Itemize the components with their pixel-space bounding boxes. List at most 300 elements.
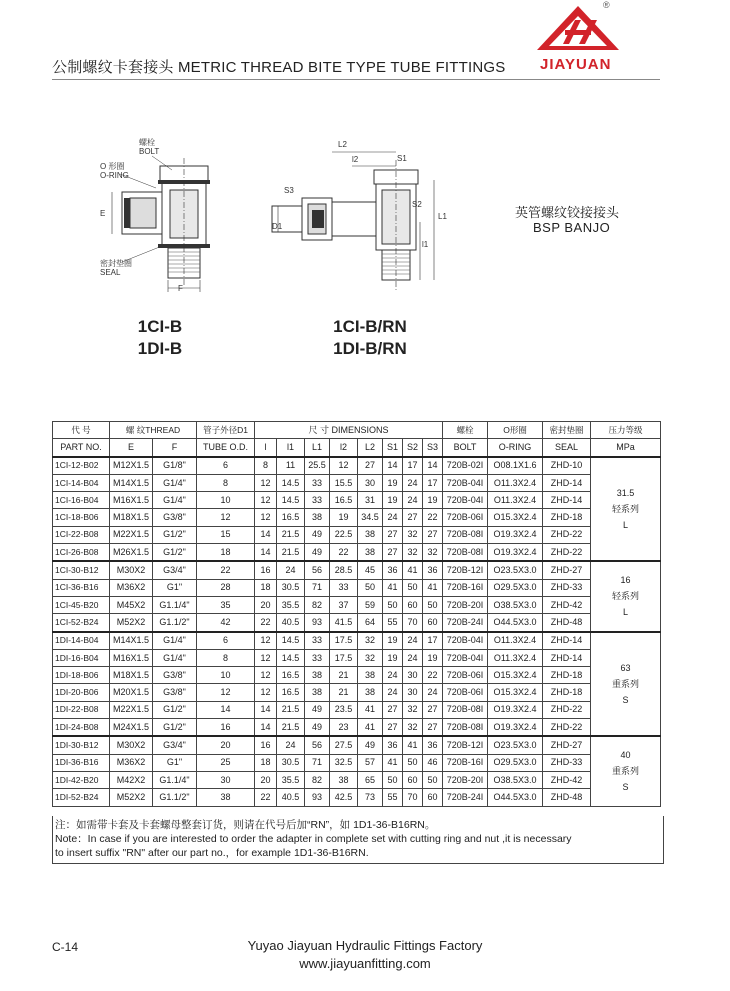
table-row <box>53 474 661 491</box>
order-note <box>52 816 664 864</box>
table-cell: 19 <box>383 492 403 509</box>
table-cell: M45X2 <box>110 596 153 613</box>
part-number-cell: 1CI-22-B08 <box>53 526 110 543</box>
table-cell: 49 <box>305 719 330 737</box>
table-cell: 32 <box>358 632 383 650</box>
table-cell: G3/8" <box>153 509 197 526</box>
table-cell: 720B-20I <box>443 596 488 613</box>
table-cell: ZHD-18 <box>543 509 591 526</box>
table-cell: G1" <box>153 754 197 771</box>
part-number-cell: 1CI-18-B06 <box>53 509 110 526</box>
table-row <box>53 754 661 771</box>
footer-url[interactable]: www.jiayuanfitting.com <box>299 956 431 971</box>
table-cell: 45 <box>358 561 383 579</box>
table-cell: M52X2 <box>110 614 153 632</box>
pressure-rating-line: 31.5 <box>616 487 635 498</box>
table-cell: 30 <box>403 684 423 701</box>
table-cell: ZHD-22 <box>543 544 591 562</box>
table-row <box>53 701 661 718</box>
table-cell: 49 <box>358 736 383 754</box>
table-cell: 32 <box>403 719 423 737</box>
table-cell: 40.5 <box>277 789 305 806</box>
table-cell: 36 <box>423 736 443 754</box>
table-cell: ZHD-10 <box>543 457 591 475</box>
table-cell: 33 <box>305 632 330 650</box>
table-cell: ZHD-42 <box>543 771 591 788</box>
table-cell: 21 <box>330 667 358 684</box>
table-cell: ZHD-48 <box>543 614 591 632</box>
table-cell: 32 <box>423 544 443 562</box>
table-cell: G1/2" <box>153 701 197 718</box>
table-cell: O11.3X2.4 <box>488 632 543 650</box>
part-number-cell: 1DI-30-B12 <box>53 736 110 754</box>
table-cell: 32.5 <box>330 754 358 771</box>
page-number: C-14 <box>52 940 79 954</box>
table-row <box>53 649 661 666</box>
dim-l2s-label: l2 <box>352 155 359 164</box>
table-cell: G1/4" <box>153 492 197 509</box>
table-cell: 30 <box>403 667 423 684</box>
table-cell: 10 <box>197 492 255 509</box>
table-cell: 720B-04I <box>443 492 488 509</box>
registered-mark: ® <box>603 0 610 10</box>
column-header: l <box>255 439 277 457</box>
table-row <box>53 509 661 526</box>
table-cell: 720B-08I <box>443 526 488 543</box>
table-cell: 41 <box>383 579 403 596</box>
table-cell: 33 <box>305 492 330 509</box>
table-cell: 65 <box>358 771 383 788</box>
table-cell: 31 <box>358 492 383 509</box>
table-cell: 33 <box>330 579 358 596</box>
table-cell: 30.5 <box>277 754 305 771</box>
pressure-rating-line: L <box>623 519 629 530</box>
table-cell: 38 <box>305 509 330 526</box>
table-cell: 42.5 <box>330 789 358 806</box>
table-cell: 720B-04I <box>443 649 488 666</box>
table-row <box>53 684 661 701</box>
table-cell: 35 <box>197 596 255 613</box>
pressure-rating-cell <box>591 561 661 631</box>
table-row <box>53 789 661 806</box>
oring-callout <box>100 162 129 180</box>
table-cell: G1" <box>153 579 197 596</box>
part-number-cell: 1CI-16-B04 <box>53 492 110 509</box>
table-cell: 11 <box>277 457 305 475</box>
part-number-cell: 1DI-14-B04 <box>53 632 110 650</box>
column-header: MPa <box>591 439 661 457</box>
table-cell: 16 <box>255 561 277 579</box>
table-cell: 64 <box>358 614 383 632</box>
table-cell: M14X1.5 <box>110 632 153 650</box>
table-cell: 27 <box>383 719 403 737</box>
table-cell: 23 <box>330 719 358 737</box>
table-cell: M18X1.5 <box>110 509 153 526</box>
table-cell: 720B-02I <box>443 457 488 475</box>
table-cell: 14.5 <box>277 492 305 509</box>
table-cell: 27 <box>383 544 403 562</box>
table-cell: 27 <box>423 701 443 718</box>
table-cell: 33 <box>305 649 330 666</box>
table-cell: O29.5X3.0 <box>488 579 543 596</box>
table-cell: 56 <box>305 736 330 754</box>
part-number-cell: 1DI-22-B08 <box>53 701 110 718</box>
table-cell: O11.3X2.4 <box>488 474 543 491</box>
table-cell: 17.5 <box>330 649 358 666</box>
pressure-rating-line: L <box>623 607 629 618</box>
table-cell: G1/4" <box>153 632 197 650</box>
table-cell: 16.5 <box>277 509 305 526</box>
table-row <box>53 719 661 737</box>
header-tube-cn: 管子外径D1 <box>197 422 255 439</box>
table-cell: O08.1X1.6 <box>488 457 543 475</box>
table-row <box>53 614 661 632</box>
table-cell: 720B-08I <box>443 719 488 737</box>
table-cell: 21.5 <box>277 719 305 737</box>
table-cell: O38.5X3.0 <box>488 771 543 788</box>
table-cell: 40.5 <box>277 614 305 632</box>
table-cell: ZHD-14 <box>543 474 591 491</box>
table-cell: ZHD-18 <box>543 684 591 701</box>
pressure-rating-line: S <box>622 782 629 793</box>
table-cell: 32 <box>403 701 423 718</box>
code-1di-b: 1DI-B <box>137 339 183 358</box>
table-cell: O19.3X2.4 <box>488 544 543 562</box>
table-cell: M18X1.5 <box>110 667 153 684</box>
table-cell: 49 <box>305 544 330 562</box>
table-cell: O29.5X3.0 <box>488 754 543 771</box>
part-number-cell: 1DI-24-B08 <box>53 719 110 737</box>
part-number-cell: 1DI-20-B06 <box>53 684 110 701</box>
table-cell: 71 <box>305 579 330 596</box>
header-pressure-cn: 压力等级 <box>591 422 661 439</box>
table-cell: 12 <box>255 667 277 684</box>
header-divider <box>52 79 660 80</box>
table-cell: 38 <box>305 667 330 684</box>
table-cell: 27.5 <box>330 736 358 754</box>
table-cell: 25.5 <box>305 457 330 475</box>
table-cell: 24 <box>403 649 423 666</box>
bolt-label-cn: 螺栓 <box>139 138 155 147</box>
table-cell: 10 <box>197 667 255 684</box>
table-cell: 22.5 <box>330 526 358 543</box>
table-cell: 14 <box>255 526 277 543</box>
table-cell: 720B-24I <box>443 614 488 632</box>
table-cell: 36 <box>383 736 403 754</box>
table-cell: 22 <box>255 614 277 632</box>
note-en-line-1: Note：In case if you are interested to order the adapter in complete set with cutting ring and nut ,it is necessary <box>55 833 572 845</box>
table-cell: O38.5X3.0 <box>488 596 543 613</box>
diagram-1ci-b-rn <box>268 140 453 295</box>
table-cell: 15 <box>197 526 255 543</box>
column-header: S1 <box>383 439 403 457</box>
table-cell: 35.5 <box>277 771 305 788</box>
dim-s1-label: S1 <box>397 154 407 163</box>
table-cell: 24 <box>277 736 305 754</box>
table-cell: 17 <box>403 457 423 475</box>
table-cell: G3/8" <box>153 684 197 701</box>
table-cell: 41 <box>403 736 423 754</box>
table-cell: 60 <box>403 771 423 788</box>
table-cell: ZHD-33 <box>543 754 591 771</box>
part-number-cell: 1CI-14-B04 <box>53 474 110 491</box>
table-cell: 32 <box>403 544 423 562</box>
table-cell: O11.3X2.4 <box>488 492 543 509</box>
column-header: L1 <box>305 439 330 457</box>
table-cell: 25 <box>197 754 255 771</box>
table-cell: O15.3X2.4 <box>488 684 543 701</box>
table-cell: 22 <box>255 789 277 806</box>
table-cell: O11.3X2.4 <box>488 649 543 666</box>
table-cell: 19 <box>330 509 358 526</box>
table-cell: ZHD-22 <box>543 701 591 718</box>
table-cell: O44.5X3.0 <box>488 789 543 806</box>
part-number-cell: 1CI-52-B24 <box>53 614 110 632</box>
table-cell: G3/8" <box>153 667 197 684</box>
pressure-rating-line: S <box>622 694 629 705</box>
table-cell: 41 <box>358 701 383 718</box>
table-cell: 38 <box>358 544 383 562</box>
pressure-rating-cell <box>591 736 661 806</box>
pressure-rating-line: 重系列 <box>612 766 640 777</box>
table-cell: 24 <box>383 667 403 684</box>
table-cell: 41 <box>403 561 423 579</box>
table-cell: 27 <box>423 526 443 543</box>
table-cell: 12 <box>255 649 277 666</box>
table-cell: 720B-16I <box>443 754 488 771</box>
diagram-2-codes <box>310 316 430 360</box>
oring-label-en: O-RING <box>100 171 129 180</box>
table-cell: 38 <box>358 684 383 701</box>
table-cell: 6 <box>197 457 255 475</box>
dim-d1-label: D1 <box>272 222 283 231</box>
table-cell: 38 <box>197 789 255 806</box>
table-cell: M36X2 <box>110 754 153 771</box>
table-cell: 14 <box>255 544 277 562</box>
column-header: S2 <box>403 439 423 457</box>
table-cell: 32 <box>358 649 383 666</box>
table-cell: O19.3X2.4 <box>488 719 543 737</box>
table-cell: 60 <box>403 596 423 613</box>
table-cell: 19 <box>383 649 403 666</box>
table-cell: 42 <box>197 614 255 632</box>
title-en: METRIC THREAD BITE TYPE TUBE FITTINGS <box>177 59 506 76</box>
seal-callout <box>100 259 132 277</box>
table-cell: 720B-12I <box>443 736 488 754</box>
seal-label-en: SEAL <box>100 268 121 277</box>
oring-label-cn: O 形圈 <box>100 162 125 171</box>
header-oring-cn: O形圈 <box>488 422 543 439</box>
table-cell: ZHD-22 <box>543 719 591 737</box>
table-cell: 16 <box>197 719 255 737</box>
table-cell: 19 <box>423 492 443 509</box>
table-cell: 59 <box>358 596 383 613</box>
table-cell: 8 <box>255 457 277 475</box>
table-cell: 24 <box>403 474 423 491</box>
table-cell: 21.5 <box>277 526 305 543</box>
banjo-title-en: BSP BANJO <box>533 220 611 235</box>
table-cell: 93 <box>305 614 330 632</box>
table-cell: 50 <box>403 754 423 771</box>
dim-l2-label: L2 <box>338 140 347 149</box>
dim-f-label: F <box>178 284 183 293</box>
dim-s2-label: S2 <box>412 200 422 209</box>
table-cell: 14 <box>423 457 443 475</box>
table-cell: 720B-04I <box>443 632 488 650</box>
table-cell: 20 <box>255 771 277 788</box>
note-en-line-2: to insert suffix "RN" after our part no.，for example 1D1-36-B16RN. <box>55 847 369 859</box>
table-cell: 14 <box>383 457 403 475</box>
column-header: l1 <box>277 439 305 457</box>
table-cell: 720B-20I <box>443 771 488 788</box>
table-cell: 30 <box>358 474 383 491</box>
table-cell: 16 <box>255 736 277 754</box>
table-cell: G1.1/4" <box>153 771 197 788</box>
table-row <box>53 526 661 543</box>
part-number-cell: 1CI-26-B08 <box>53 544 110 562</box>
table-cell: M30X2 <box>110 561 153 579</box>
table-cell: ZHD-27 <box>543 736 591 754</box>
table-cell: 720B-04I <box>443 474 488 491</box>
table-cell: ZHD-27 <box>543 561 591 579</box>
table-cell: 41.5 <box>330 614 358 632</box>
column-header: F <box>153 439 197 457</box>
table-cell: 41 <box>423 579 443 596</box>
table-cell: 12 <box>330 457 358 475</box>
table-cell: 12 <box>255 509 277 526</box>
part-number-cell: 1DI-42-B20 <box>53 771 110 788</box>
dim-l1s-label: l1 <box>422 240 429 249</box>
header-part-cn: 代 号 <box>53 422 110 439</box>
table-cell: 24 <box>403 492 423 509</box>
table-cell: 32 <box>403 526 423 543</box>
table-cell: O15.3X2.4 <box>488 667 543 684</box>
table-cell: 12 <box>255 684 277 701</box>
table-cell: 12 <box>197 509 255 526</box>
table-cell: 24 <box>383 509 403 526</box>
table-cell: 71 <box>305 754 330 771</box>
column-header: L2 <box>358 439 383 457</box>
table-cell: M12X1.5 <box>110 457 153 475</box>
table-cell: 720B-08I <box>443 701 488 718</box>
table-cell: 38 <box>358 667 383 684</box>
table-cell: M42X2 <box>110 771 153 788</box>
table-cell: O19.3X2.4 <box>488 701 543 718</box>
table-cell: O23.5X3.0 <box>488 561 543 579</box>
pressure-rating-cell <box>591 632 661 737</box>
table-row <box>53 771 661 788</box>
table-row <box>53 492 661 509</box>
table-cell: M14X1.5 <box>110 474 153 491</box>
table-cell: 56 <box>305 561 330 579</box>
table-row <box>53 736 661 754</box>
column-header: PART NO. <box>53 439 110 457</box>
table-cell: 20 <box>197 736 255 754</box>
table-header-row-2 <box>53 439 661 457</box>
table-cell: 12 <box>255 474 277 491</box>
table-cell: 16.5 <box>277 684 305 701</box>
dim-e-label: E <box>100 209 106 218</box>
table-cell: 41 <box>358 719 383 737</box>
header-thread-cn: 螺 纹THREAD <box>110 422 197 439</box>
table-cell: 14 <box>197 701 255 718</box>
table-cell: 27 <box>423 719 443 737</box>
table-cell: 21.5 <box>277 701 305 718</box>
code-1ci-b: 1CI-B <box>137 317 183 336</box>
part-number-cell: 1DI-16-B04 <box>53 649 110 666</box>
dim-s3-label: S3 <box>284 186 294 195</box>
table-cell: M20X1.5 <box>110 684 153 701</box>
table-cell: 18 <box>255 579 277 596</box>
table-cell: M22X1.5 <box>110 526 153 543</box>
table-cell: ZHD-14 <box>543 492 591 509</box>
table-cell: ZHD-22 <box>543 526 591 543</box>
part-number-cell: 1DI-18-B06 <box>53 667 110 684</box>
table-cell: 20 <box>255 596 277 613</box>
table-cell: 720B-06I <box>443 509 488 526</box>
table-cell: 16.5 <box>277 667 305 684</box>
bolt-callout <box>139 138 159 156</box>
table-cell: 18 <box>255 754 277 771</box>
table-cell: G1/2" <box>153 544 197 562</box>
pressure-rating-line: 重系列 <box>612 678 640 689</box>
spec-table <box>52 421 661 807</box>
table-cell: M30X2 <box>110 736 153 754</box>
table-cell: 19 <box>423 649 443 666</box>
table-cell: 73 <box>358 789 383 806</box>
table-cell: O23.5X3.0 <box>488 736 543 754</box>
table-cell: M24X1.5 <box>110 719 153 737</box>
table-cell: 60 <box>423 789 443 806</box>
table-cell: M52X2 <box>110 789 153 806</box>
table-cell: 70 <box>403 614 423 632</box>
table-cell: 28.5 <box>330 561 358 579</box>
table-cell: 720B-12I <box>443 561 488 579</box>
table-cell: G1/8" <box>153 457 197 475</box>
table-cell: 14.5 <box>277 649 305 666</box>
table-cell: ZHD-48 <box>543 789 591 806</box>
table-cell: G1.1/2" <box>153 789 197 806</box>
table-row <box>53 596 661 613</box>
table-cell: 24 <box>423 684 443 701</box>
table-body <box>53 457 661 806</box>
pressure-rating-line: 轻系列 <box>612 503 640 514</box>
table-cell: 19 <box>383 632 403 650</box>
table-cell: 30 <box>197 771 255 788</box>
table-cell: 35.5 <box>277 596 305 613</box>
table-cell: 22 <box>423 667 443 684</box>
dim-l1-label: L1 <box>438 212 447 221</box>
table-cell: 57 <box>358 754 383 771</box>
table-cell: G1.1/2" <box>153 614 197 632</box>
table-cell: 6 <box>197 632 255 650</box>
table-cell: 14.5 <box>277 632 305 650</box>
table-cell: M26X1.5 <box>110 544 153 562</box>
table-cell: 50 <box>383 771 403 788</box>
table-cell: 82 <box>305 771 330 788</box>
brand-name: JIAYUAN <box>540 56 612 73</box>
pressure-rating-line: 16 <box>620 575 631 586</box>
table-cell: 37 <box>330 596 358 613</box>
table-cell: O15.3X2.4 <box>488 509 543 526</box>
table-cell: 720B-08I <box>443 544 488 562</box>
table-cell: 720B-16I <box>443 579 488 596</box>
table-cell: 12 <box>255 492 277 509</box>
table-cell: 50 <box>358 579 383 596</box>
table-cell: 24 <box>403 632 423 650</box>
table-row <box>53 632 661 650</box>
table-cell: 38 <box>305 684 330 701</box>
